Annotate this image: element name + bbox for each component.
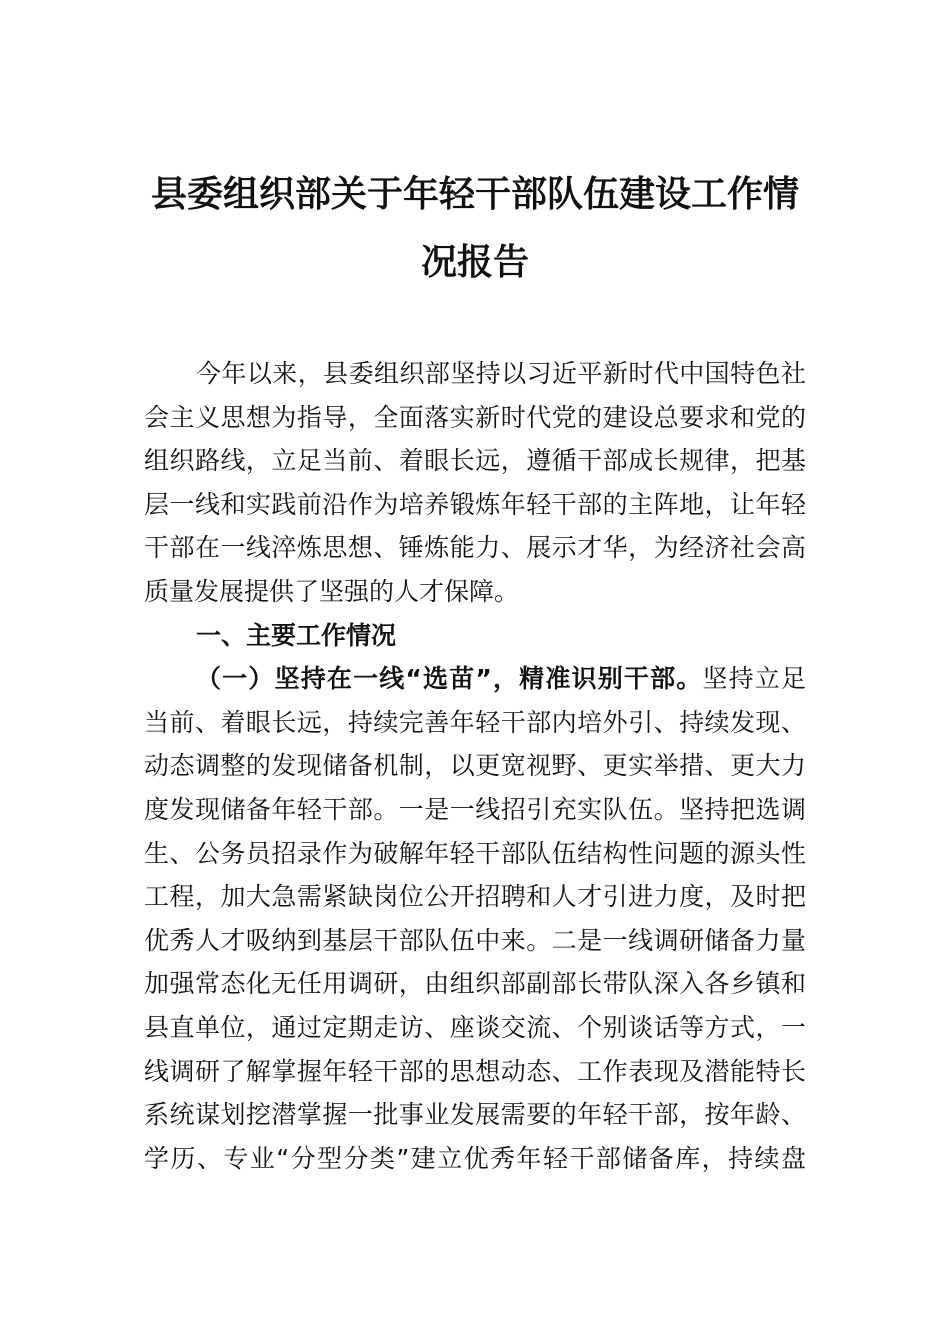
subsection-title: （一）坚持在一线“选苗”，精准识别干部。	[196, 664, 703, 694]
intro-paragraph-line: 组织路线，立足当前、着眼长远，遵循干部成长规律，把基	[144, 446, 806, 476]
subsection-paragraph-line: 线调研了解掌握年轻干部的思想动态、工作表现及潜能特长	[144, 1056, 806, 1086]
subsection-paragraph-line: 当前、着眼长远，持续完善年轻干部内培外引、持续发现、	[144, 707, 806, 737]
subsection-paragraph-line: 加强常态化无任用调研，由组织部副部长带队深入各乡镇和	[144, 969, 806, 999]
intro-paragraph-line: 会主义思想为指导，全面落实新时代党的建设总要求和党的	[144, 402, 806, 432]
subsection-paragraph-line: 县直单位，通过定期走访、座谈交流、个别谈话等方式，一	[144, 1012, 806, 1042]
subsection-paragraph-line: 系统谋划挖潜掌握一批事业发展需要的年轻干部，按年龄、	[144, 1100, 806, 1130]
intro-paragraph-line: 层一线和实践前沿作为培养锻炼年轻干部的主阵地，让年轻	[144, 489, 806, 519]
subsection-paragraph-line: 优秀人才吸纳到基层干部队伍中来。二是一线调研储备力量	[144, 925, 806, 955]
intro-paragraph-line: 质量发展提供了坚强的人才保障。	[144, 576, 520, 606]
section-heading: 一、主要工作情况	[196, 620, 397, 650]
document-title-line-1: 县委组织部关于年轻干部队伍建设工作情	[150, 173, 799, 215]
document-body	[144, 352, 806, 1180]
subsection-paragraph-line: 动态调整的发现储备机制，以更宽视野、更实举措、更大力	[144, 751, 806, 781]
subsection-paragraph-line: 学历、专业“分型分类”建立优秀年轻干部储备库，持续盘	[144, 1143, 806, 1173]
intro-paragraph-line: 今年以来，县委组织部坚持以习近平新时代中国特色社	[196, 359, 806, 388]
subsection-first-line-text: 坚持立足	[702, 664, 806, 694]
subsection-paragraph-line: 度发现储备年轻干部。一是一线招引充实队伍。坚持把选调	[144, 794, 806, 824]
intro-paragraph-line: 干部在一线淬炼思想、锤炼能力、展示才华，为经济社会高	[144, 533, 806, 563]
subsection-paragraph-line: 生、公务员招录作为破解年轻干部队伍结构性问题的源头性	[144, 838, 806, 868]
subsection-first-line	[144, 657, 806, 701]
subsection-paragraph-line: 工程，加大急需紧缺岗位公开招聘和人才引进力度，及时把	[144, 882, 806, 912]
document-title-line-2: 况报告	[420, 241, 529, 283]
